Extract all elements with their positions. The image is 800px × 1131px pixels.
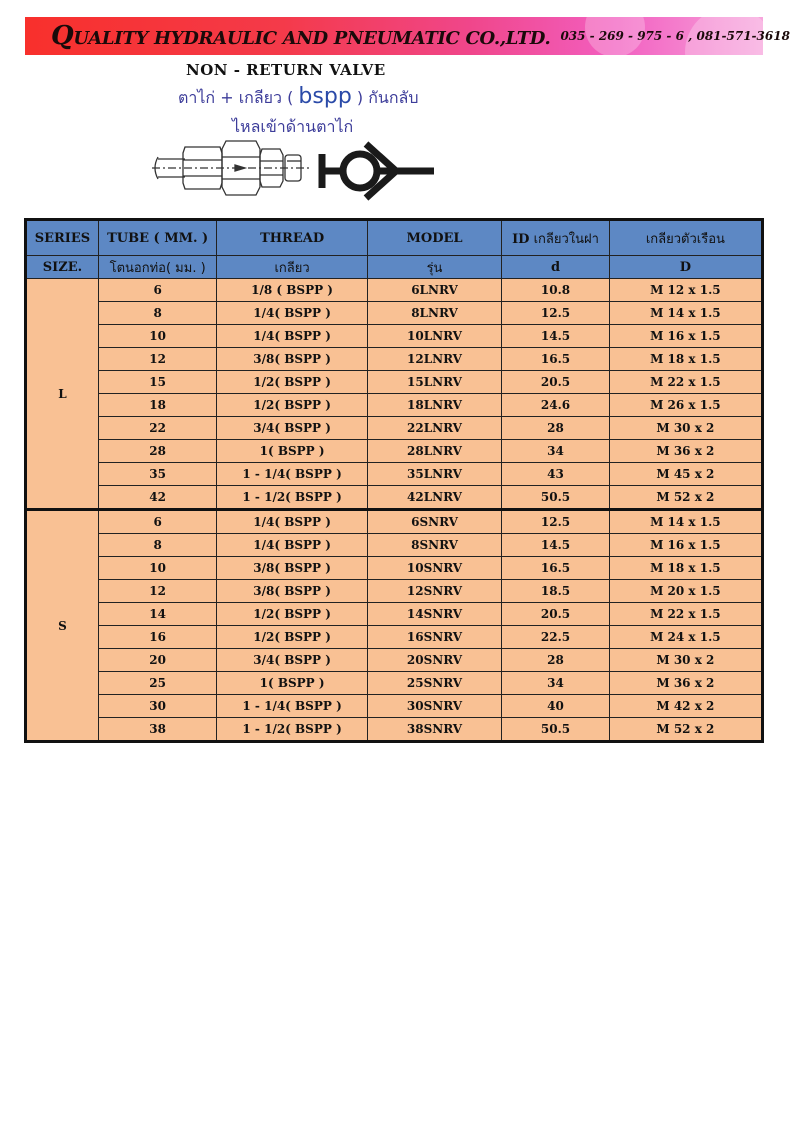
body-thread-cell: M 30 x 2 xyxy=(609,649,762,672)
header-d: d xyxy=(502,256,610,279)
id-cell: 24.6 xyxy=(502,394,610,417)
thread-cell: 1/2( BSPP ) xyxy=(217,371,367,394)
body-thread-cell: M 16 x 1.5 xyxy=(609,534,762,557)
id-cell: 28 xyxy=(502,417,610,440)
tube-cell: 10 xyxy=(98,557,216,580)
header-thread-thai: เกลียว xyxy=(217,256,367,279)
company-phones: 035 - 269 - 975 - 6 , 081-571-3618 xyxy=(560,29,790,43)
tube-cell: 8 xyxy=(98,534,216,557)
id-cell: 18.5 xyxy=(502,580,610,603)
series-cell: L xyxy=(26,279,99,510)
table-row xyxy=(26,557,763,580)
body-thread-cell: M 52 x 2 xyxy=(609,486,762,510)
product-title-th xyxy=(178,84,418,111)
thread-cell: 3/8( BSPP ) xyxy=(217,580,367,603)
title-th-prefix: ตาไก่ + เกลียว ( xyxy=(178,88,299,107)
model-cell: 16SNRV xyxy=(367,626,501,649)
tube-cell: 12 xyxy=(98,348,216,371)
id-cell: 34 xyxy=(502,672,610,695)
header-model: MODEL xyxy=(367,220,501,256)
model-cell: 14SNRV xyxy=(367,603,501,626)
series-cell: S xyxy=(26,510,99,742)
thread-cell: 1/2( BSPP ) xyxy=(217,626,367,649)
model-cell: 25SNRV xyxy=(367,672,501,695)
model-cell: 8SNRV xyxy=(367,534,501,557)
id-cell: 10.8 xyxy=(502,279,610,302)
model-cell: 35LNRV xyxy=(367,463,501,486)
header-row xyxy=(26,256,763,279)
table-row xyxy=(26,394,763,417)
thread-cell: 3/4( BSPP ) xyxy=(217,417,367,440)
company-name-rest: UALITY HYDRAULIC AND PNEUMATIC CO.,LTD. xyxy=(73,28,551,49)
title-th-bspp: bspp xyxy=(298,84,352,109)
thread-cell: 3/4( BSPP ) xyxy=(217,649,367,672)
header-id-label: ID xyxy=(512,231,530,247)
table-row xyxy=(26,371,763,394)
thread-cell: 3/8( BSPP ) xyxy=(217,557,367,580)
table-row xyxy=(26,325,763,348)
tube-cell: 8 xyxy=(98,302,216,325)
thread-cell: 3/8( BSPP ) xyxy=(217,348,367,371)
model-cell: 10LNRV xyxy=(367,325,501,348)
table-row xyxy=(26,348,763,371)
model-cell: 15LNRV xyxy=(367,371,501,394)
id-cell: 22.5 xyxy=(502,626,610,649)
tube-cell: 22 xyxy=(98,417,216,440)
id-cell: 20.5 xyxy=(502,603,610,626)
thread-cell: 1/8 ( BSPP ) xyxy=(217,279,367,302)
tube-cell: 10 xyxy=(98,325,216,348)
company-banner xyxy=(25,17,790,55)
thread-cell: 1/2( BSPP ) xyxy=(217,603,367,626)
header-tube: TUBE ( MM. ) xyxy=(98,220,216,256)
body-thread-cell: M 52 x 2 xyxy=(609,718,762,742)
header-series: SERIES xyxy=(26,220,99,256)
table-row xyxy=(26,603,763,626)
body-thread-cell: M 24 x 1.5 xyxy=(609,626,762,649)
header-id xyxy=(502,220,610,256)
spec-table xyxy=(24,218,764,743)
body-thread-cell: M 18 x 1.5 xyxy=(609,557,762,580)
model-cell: 20SNRV xyxy=(367,649,501,672)
check-valve-symbol-icon xyxy=(318,140,438,202)
id-cell: 14.5 xyxy=(502,534,610,557)
body-thread-cell: M 14 x 1.5 xyxy=(609,302,762,325)
model-cell: 8LNRV xyxy=(367,302,501,325)
tube-cell: 25 xyxy=(98,672,216,695)
table-row xyxy=(26,279,763,302)
product-title-en: NON - RETURN VALVE xyxy=(186,61,386,79)
company-name xyxy=(51,21,550,51)
table-row xyxy=(26,534,763,557)
table-row xyxy=(26,649,763,672)
body-thread-cell: M 22 x 1.5 xyxy=(609,371,762,394)
id-cell: 28 xyxy=(502,649,610,672)
tube-cell: 35 xyxy=(98,463,216,486)
thread-cell: 1/4( BSPP ) xyxy=(217,325,367,348)
model-cell: 30SNRV xyxy=(367,695,501,718)
table-row xyxy=(26,302,763,325)
table-row xyxy=(26,718,763,742)
tube-cell: 30 xyxy=(98,695,216,718)
body-thread-cell: M 16 x 1.5 xyxy=(609,325,762,348)
table-row xyxy=(26,695,763,718)
id-cell: 43 xyxy=(502,463,610,486)
thread-cell: 1( BSPP ) xyxy=(217,672,367,695)
table-row xyxy=(26,580,763,603)
company-initial: Q xyxy=(51,21,74,51)
header-id-thai: เกลียวในฝา xyxy=(529,231,599,247)
header-size: SIZE. xyxy=(26,256,99,279)
thread-cell: 1/4( BSPP ) xyxy=(217,302,367,325)
body-thread-cell: M 18 x 1.5 xyxy=(609,348,762,371)
id-cell: 12.5 xyxy=(502,510,610,534)
model-cell: 42LNRV xyxy=(367,486,501,510)
fitting-drawing-icon xyxy=(150,135,315,205)
body-thread-cell: M 45 x 2 xyxy=(609,463,762,486)
model-cell: 38SNRV xyxy=(367,718,501,742)
thread-cell: 1 - 1/4( BSPP ) xyxy=(217,463,367,486)
table-row xyxy=(26,626,763,649)
thread-cell: 1/2( BSPP ) xyxy=(217,394,367,417)
header-D: D xyxy=(609,256,762,279)
model-cell: 22LNRV xyxy=(367,417,501,440)
tube-cell: 6 xyxy=(98,279,216,302)
body-thread-cell: M 30 x 2 xyxy=(609,417,762,440)
model-cell: 12SNRV xyxy=(367,580,501,603)
tube-cell: 16 xyxy=(98,626,216,649)
id-cell: 14.5 xyxy=(502,325,610,348)
header-thread: THREAD xyxy=(217,220,367,256)
id-cell: 34 xyxy=(502,440,610,463)
thread-cell: 1/4( BSPP ) xyxy=(217,510,367,534)
body-thread-cell: M 36 x 2 xyxy=(609,440,762,463)
table-row xyxy=(26,440,763,463)
tube-cell: 18 xyxy=(98,394,216,417)
table-row xyxy=(26,510,763,534)
thread-cell: 1( BSPP ) xyxy=(217,440,367,463)
body-thread-cell: M 36 x 2 xyxy=(609,672,762,695)
id-cell: 50.5 xyxy=(502,486,610,510)
id-cell: 40 xyxy=(502,695,610,718)
body-thread-cell: M 12 x 1.5 xyxy=(609,279,762,302)
tube-cell: 15 xyxy=(98,371,216,394)
thread-cell: 1 - 1/4( BSPP ) xyxy=(217,695,367,718)
id-cell: 16.5 xyxy=(502,348,610,371)
model-cell: 6LNRV xyxy=(367,279,501,302)
table-row xyxy=(26,672,763,695)
model-cell: 18LNRV xyxy=(367,394,501,417)
body-thread-cell: M 14 x 1.5 xyxy=(609,510,762,534)
body-thread-cell: M 26 x 1.5 xyxy=(609,394,762,417)
body-thread-cell: M 20 x 1.5 xyxy=(609,580,762,603)
thread-cell: 1 - 1/2( BSPP ) xyxy=(217,486,367,510)
id-cell: 16.5 xyxy=(502,557,610,580)
model-cell: 10SNRV xyxy=(367,557,501,580)
header-row xyxy=(26,220,763,256)
table-row xyxy=(26,486,763,510)
header-model-thai: รุ่น xyxy=(367,256,501,279)
banner-decoration xyxy=(685,7,775,97)
model-cell: 28LNRV xyxy=(367,440,501,463)
header-tube-thai: โตนอกท่อ( มม. ) xyxy=(98,256,216,279)
table-row xyxy=(26,417,763,440)
id-cell: 20.5 xyxy=(502,371,610,394)
body-thread-cell: M 22 x 1.5 xyxy=(609,603,762,626)
tube-cell: 20 xyxy=(98,649,216,672)
id-cell: 50.5 xyxy=(502,718,610,742)
header-body-thread: เกลียวตัวเรือน xyxy=(609,220,762,256)
tube-cell: 6 xyxy=(98,510,216,534)
product-subtitle-th: ไหลเข้าด้านตาไก่ xyxy=(232,117,354,136)
id-cell: 12.5 xyxy=(502,302,610,325)
tube-cell: 28 xyxy=(98,440,216,463)
tube-cell: 14 xyxy=(98,603,216,626)
model-cell: 12LNRV xyxy=(367,348,501,371)
tube-cell: 38 xyxy=(98,718,216,742)
model-cell: 6SNRV xyxy=(367,510,501,534)
title-th-suffix: ) กันกลับ xyxy=(351,88,419,107)
body-thread-cell: M 42 x 2 xyxy=(609,695,762,718)
tube-cell: 42 xyxy=(98,486,216,510)
thread-cell: 1/4( BSPP ) xyxy=(217,534,367,557)
table-row xyxy=(26,463,763,486)
thread-cell: 1 - 1/2( BSPP ) xyxy=(217,718,367,742)
tube-cell: 12 xyxy=(98,580,216,603)
